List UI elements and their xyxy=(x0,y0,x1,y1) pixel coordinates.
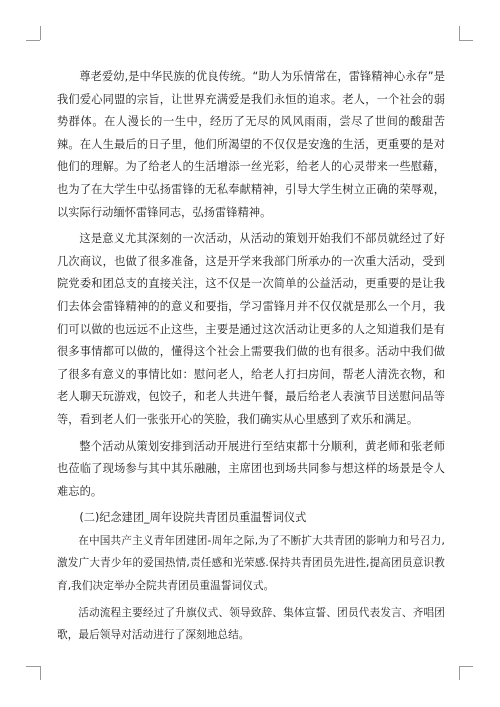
paragraph-5: 活动流程主要经过了升旗仪式、领导致辞、集体宣誓、团员代表发言、齐唱团歌，最后领导对活动进行了深刻地总结。 xyxy=(57,606,445,642)
paragraph-1: 尊老爱幼,是中华民族的优良传统。“助人为乐情常在，雷锋精神心永存”是我们爱心同盟的宗旨，让世界充满爱是我们永恒的追求。老人，一个社会的弱势群体。在人漫长的一生中，经历了无尽的风风雨雨，尝尽了世间的酸甜苦辣。在人生最后的日子里，他们所渴望的不仅仅是安逸的生活，更重要的是对他们的理解。为了给老人的生活增添一丝光彩，给老人的心灵带来一些慰藉，也为了在大学生中弘扬雷锋的无私奉献精神，引导大学生树立正确的荣辱观，以实际行动缅怀雷锋同志，弘扬雷锋精神。 xyxy=(57,70,445,219)
section-heading: (二)纪念建团_周年设院共青团员重温誓词仪式 xyxy=(79,511,307,525)
crop-mark-bottom-left-v xyxy=(40,666,41,680)
paragraph-2: 这是意义尤其深刻的一次活动，从活动的策划开始我们不部员就经过了好几次商议，也做了很多准备，这是开学来我部门所承办的一次重大活动，受到院党委和团总支的直接关注，这不仅是一次简单的公益活动，更重要的是让我们去体会雷锋精神的的意义和要指，学习雷锋月并不仅仅就是那么一个月，我们可以做的也远远不止这些，主要是通过这次活动让更多的人之知道我们是有很多事情都可以做的，懂得这个社会上需要我们做的也有很多。活动中我们做了很多有意义的事情比如：慰问老人，给老人打扫房间，帮老人清洗衣物，和老人聊天玩游戏，包饺子，和老人共进午餐，最后给老人表演节目送慰问品等等，看到老人们一张张开心的笑脸，我们确实从心里感到了欢乐和满足。 xyxy=(57,232,445,426)
paragraph-3: 整个活动从策划安排到活动开展进行至结束都十分顺利，黄老师和张老师也莅临了现场参与其中其乐融融，主席团也到场共同参与想这样的场景是令人难忘的。 xyxy=(57,439,445,498)
crop-mark-top-left-v xyxy=(40,26,41,40)
document-body xyxy=(57,66,445,647)
paragraph-4: 在中国共产主义青年团建团-周年之际,为了不断扩大共青团的影响力和号召力,激发广大青少年的爱国热情,责任感和光荣感.保持共青团员先进性,提高团员意识教育,我们决定举办全院共青团员重温誓词仪式。 xyxy=(57,534,445,593)
crop-mark-bottom-right-v xyxy=(459,666,460,680)
crop-mark-bottom-left-h xyxy=(26,666,40,667)
crop-mark-top-right-v xyxy=(459,26,460,40)
crop-mark-top-right-h xyxy=(459,40,473,41)
crop-mark-bottom-right-h xyxy=(459,666,473,667)
crop-mark-top-left-h xyxy=(26,40,40,41)
